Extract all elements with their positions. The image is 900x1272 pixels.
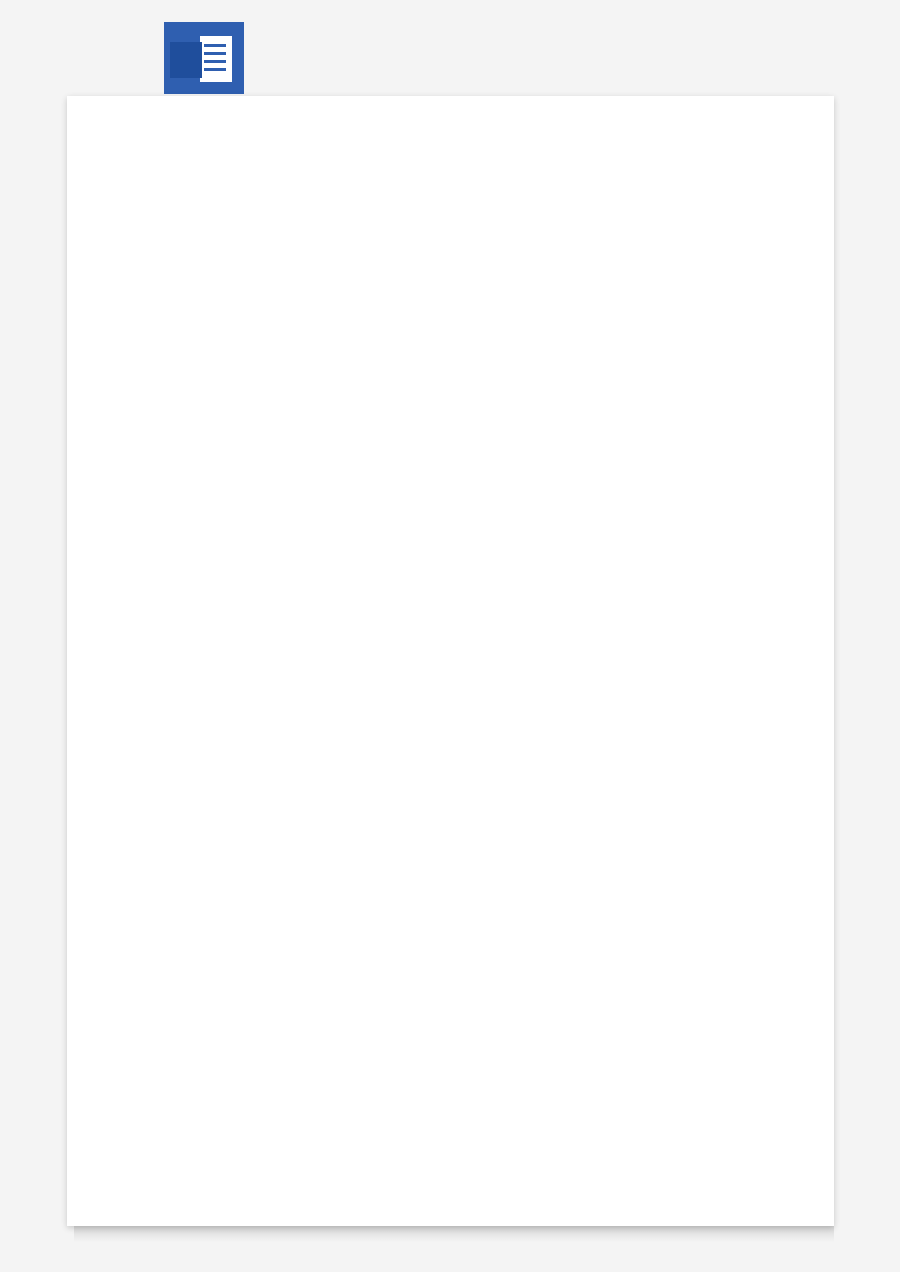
file-info-title bbox=[260, 18, 290, 48]
word-document-icon bbox=[164, 22, 244, 94]
document-page bbox=[67, 96, 834, 1226]
feature-list bbox=[260, 56, 300, 76]
document-info-header bbox=[0, 0, 900, 100]
